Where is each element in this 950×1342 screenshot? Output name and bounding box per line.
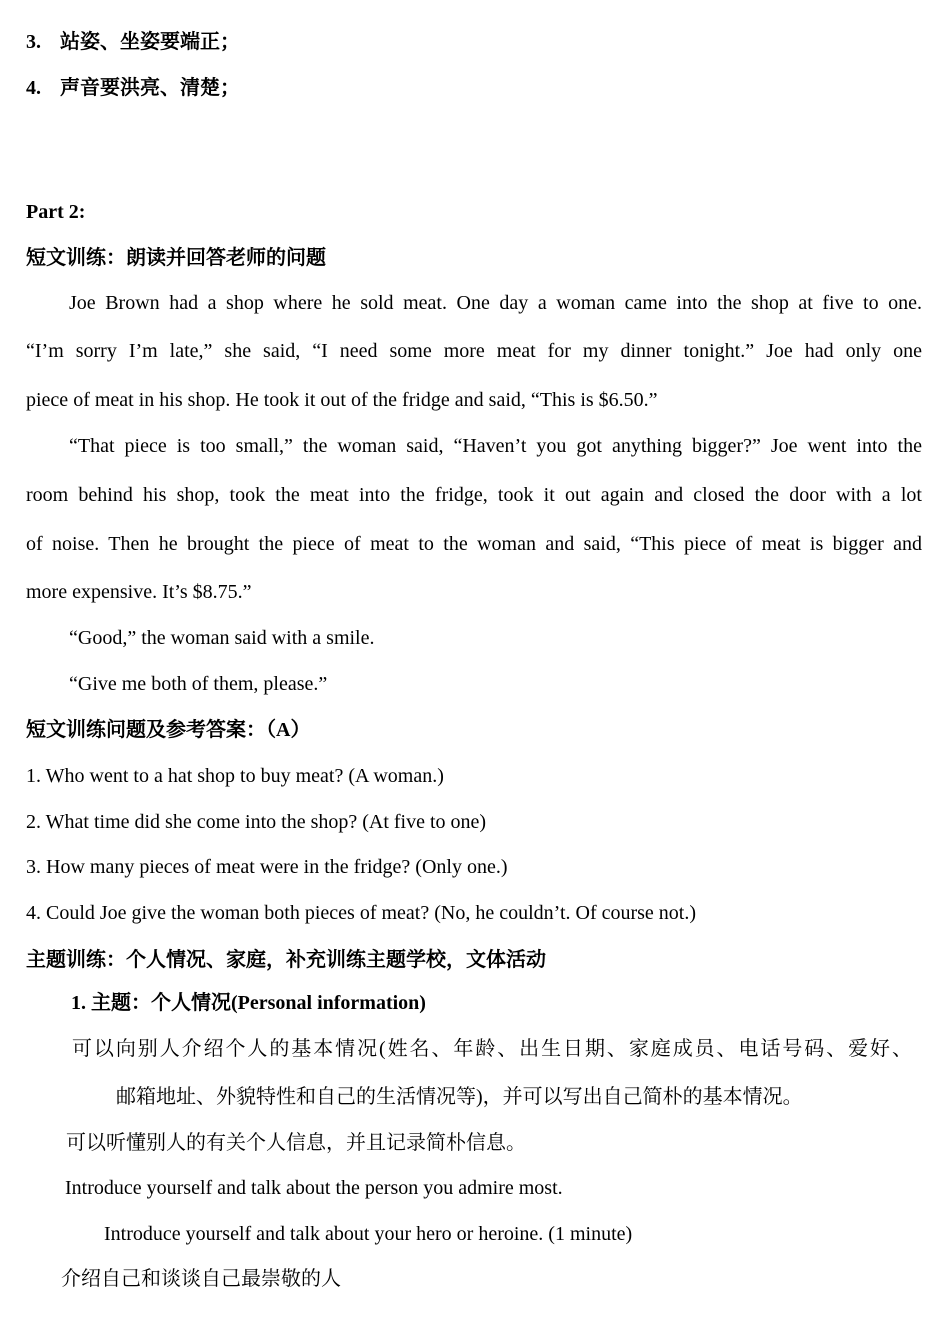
topic-description-line-2: 邮箱地址、外貌特性和自己的生活情况等)，并可以写出自己简朴的基本情况。	[116, 1086, 803, 1108]
task-prompt-chinese: 介绍自己和谈谈自己最崇敬的人	[61, 1268, 341, 1290]
passage-line-2: “I’m sorry I’m late,” she said, “I need some more meat for my dinner tonight.” Joe had only one	[26, 340, 922, 362]
passage-line-9: “Give me both of them, please.”	[69, 673, 328, 695]
reading-heading: 短文训练：朗读并回答老师的问题	[26, 247, 326, 269]
passage-line-7: more expensive. It’s $8.75.”	[26, 581, 252, 603]
tip-item-3	[26, 30, 240, 54]
question-2: 2. What time did she come into the shop? (At five to one)	[26, 811, 487, 833]
topic-listening: 可以听懂别人的有关个人信息，并且记录简朴信息。	[66, 1132, 526, 1154]
task-prompt-1: Introduce yourself and talk about the person you admire most.	[65, 1177, 563, 1199]
topic-item-heading: 1. 主题：个人情况(Personal information)	[71, 992, 426, 1014]
tip-item-4	[26, 76, 240, 100]
question-4: 4. Could Joe give the woman both pieces of meat? (No, he couldn’t. Of course not.)	[26, 902, 697, 924]
passage-line-4: “That piece is too small,” the woman said, “Haven’t you got anything bigger?” Joe went into the	[69, 435, 922, 457]
tip-number: 3.	[26, 31, 41, 53]
part-heading: Part 2:	[26, 201, 86, 223]
question-3: 3. How many pieces of meat were in the fridge? (Only one.)	[26, 856, 508, 878]
question-1: 1. Who went to a hat shop to buy meat? (A woman.)	[26, 765, 444, 787]
passage-line-3: piece of meat in his shop. He took it out of the fridge and said, “This is $6.50.”	[26, 389, 658, 411]
passage-line-1: Joe Brown had a shop where he sold meat. One day a woman came into the shop at five to one.	[69, 292, 922, 314]
qa-heading: 短文训练问题及参考答案：（A）	[26, 719, 311, 741]
passage-line-5: room behind his shop, took the meat into the fridge, took it out again and closed the door with a lot	[26, 484, 922, 506]
tip-text: 站姿、坐姿要端正；	[60, 31, 240, 53]
passage-line-6: of noise. Then he brought the piece of meat to the woman and said, “This piece of meat is bigger and	[26, 533, 922, 555]
topic-heading: 主题训练：个人情况、家庭，补充训练主题学校，文体活动	[26, 949, 546, 971]
tip-number: 4.	[26, 77, 41, 99]
topic-description-line-1: 可以向别人介绍个人的基本情况(姓名、年龄、出生日期、家庭成员、电话号码、爱好、	[72, 1038, 912, 1060]
task-prompt-2: Introduce yourself and talk about your hero or heroine. (1 minute)	[104, 1223, 633, 1245]
tip-text: 声音要洪亮、清楚；	[60, 77, 240, 99]
passage-line-8: “Good,” the woman said with a smile.	[69, 627, 375, 649]
